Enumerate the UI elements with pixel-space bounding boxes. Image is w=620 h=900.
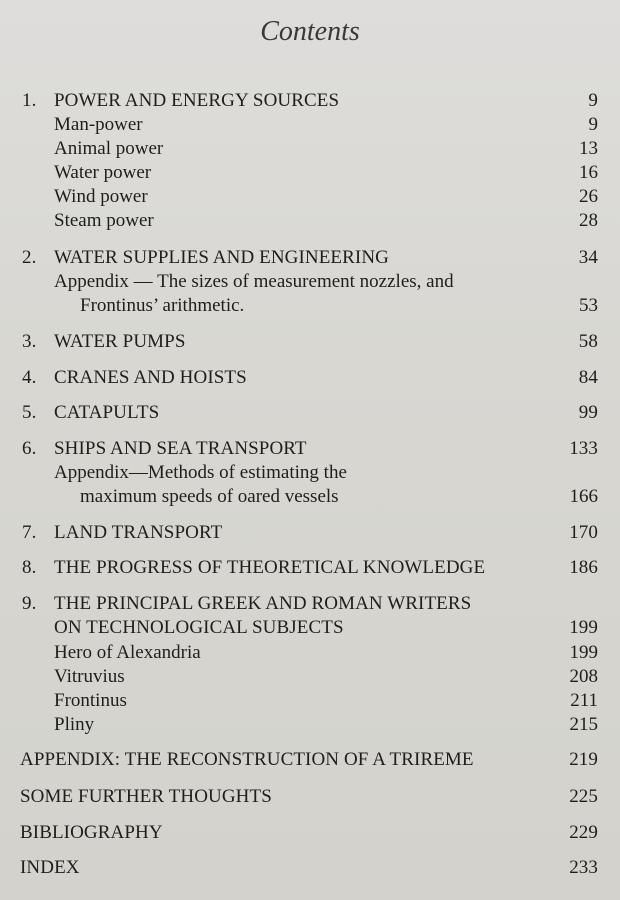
page-number: 53 xyxy=(579,295,598,316)
page-number: 99 xyxy=(578,402,598,423)
entry-title: INDEX xyxy=(20,857,80,878)
entry-title: WATER PUMPS xyxy=(54,331,186,352)
entry-title: Animal power xyxy=(54,138,164,159)
chapter-number: 5. xyxy=(22,402,37,423)
page-number: 58 xyxy=(578,331,598,352)
page-number: 215 xyxy=(569,714,598,735)
toc-entry[interactable] xyxy=(22,437,598,461)
entry-title: Appendix—Methods of estimating the xyxy=(54,462,347,483)
entry-title: SOME FURTHER THOUGHTS xyxy=(20,786,272,807)
page-number: 199 xyxy=(569,642,598,663)
page-number: 9 xyxy=(588,90,598,111)
chapter-number: 8. xyxy=(22,557,37,578)
toc-entry[interactable] xyxy=(22,592,598,616)
page-number: 133 xyxy=(569,438,598,459)
toc-subentry[interactable] xyxy=(54,713,598,737)
toc-subentry[interactable] xyxy=(54,689,598,713)
page-number: 229 xyxy=(569,822,598,843)
chapter-number: 6. xyxy=(22,438,37,459)
page-number: 219 xyxy=(569,749,598,770)
entry-title: POWER AND ENERGY SOURCES xyxy=(54,90,340,111)
entry-title: Frontinus’ arithmetic. xyxy=(80,295,245,316)
chapter-number: 2. xyxy=(22,247,37,268)
toc-subentry[interactable] xyxy=(54,665,598,689)
toc-entry[interactable] xyxy=(22,401,598,425)
entry-title: THE PROGRESS OF THEORETICAL KNOWLEDGE xyxy=(54,557,486,578)
entry-title: Wind power xyxy=(54,186,148,207)
page-number: 186 xyxy=(569,557,598,578)
entry-title: Man-power xyxy=(54,114,143,135)
chapter-number: 3. xyxy=(22,331,37,352)
page-number: 208 xyxy=(569,666,598,687)
toc-entry[interactable] xyxy=(22,246,598,270)
entry-title: Steam power xyxy=(54,210,154,231)
entry-title: THE PRINCIPAL GREEK AND ROMAN WRITERS xyxy=(54,593,472,614)
entry-title: BIBLIOGRAPHY xyxy=(20,822,163,843)
page-number: 28 xyxy=(579,210,598,231)
chapter-number: 7. xyxy=(22,522,37,543)
toc-subentry[interactable] xyxy=(54,161,598,185)
page-number: 9 xyxy=(588,114,598,135)
page-title: Contents xyxy=(260,16,360,47)
page-number: 199 xyxy=(569,617,598,638)
page-number: 34 xyxy=(578,247,598,268)
toc-subentry[interactable] xyxy=(54,461,598,485)
toc-entry[interactable] xyxy=(22,521,598,545)
page-number: 13 xyxy=(579,138,598,159)
entry-title: Hero of Alexandria xyxy=(54,642,201,663)
entry-title: SHIPS AND SEA TRANSPORT xyxy=(54,438,307,459)
chapter-number: 1. xyxy=(22,90,37,111)
toc-subentry[interactable] xyxy=(80,485,598,509)
toc-subentry[interactable] xyxy=(54,113,598,137)
entry-title: CRANES AND HOISTS xyxy=(54,367,247,388)
toc-entry[interactable] xyxy=(20,856,598,880)
entry-title: WATER SUPPLIES AND ENGINEERING xyxy=(54,247,389,268)
entry-title: Frontinus xyxy=(54,690,127,711)
entry-title: Water power xyxy=(54,162,152,183)
toc-subentry[interactable] xyxy=(54,270,598,294)
page-number: 233 xyxy=(569,857,598,878)
toc-entry[interactable] xyxy=(22,89,598,113)
toc-subentry[interactable] xyxy=(54,616,598,640)
page-number: 170 xyxy=(569,522,598,543)
toc-subentry[interactable] xyxy=(54,641,598,665)
entry-title: Vitruvius xyxy=(54,666,125,687)
entry-title: Appendix — The sizes of measurement nozzles, and xyxy=(54,271,454,292)
chapter-number: 9. xyxy=(22,593,37,614)
entry-title: Pliny xyxy=(54,714,95,735)
page-number: 225 xyxy=(569,786,598,807)
toc-entry[interactable] xyxy=(22,556,598,580)
entry-title: ON TECHNOLOGICAL SUBJECTS xyxy=(54,617,344,638)
entry-title: CATAPULTS xyxy=(54,402,160,423)
toc-entry[interactable] xyxy=(20,785,598,809)
toc-entry[interactable] xyxy=(22,366,598,390)
toc-entry[interactable] xyxy=(22,330,598,354)
page-number: 166 xyxy=(569,486,598,507)
page-number: 84 xyxy=(578,367,598,388)
entry-title: maximum speeds of oared vessels xyxy=(80,486,339,507)
toc-subentry[interactable] xyxy=(80,294,598,318)
toc-entry[interactable] xyxy=(20,821,598,845)
entry-title: LAND TRANSPORT xyxy=(54,522,223,543)
toc-subentry[interactable] xyxy=(54,185,598,209)
page-number: 26 xyxy=(579,186,598,207)
entry-title: APPENDIX: THE RECONSTRUCTION OF A TRIREME xyxy=(20,749,474,770)
page-number: 16 xyxy=(579,162,598,183)
chapter-number: 4. xyxy=(22,367,37,388)
toc-subentry[interactable] xyxy=(54,209,598,233)
page-number: 211 xyxy=(570,690,598,711)
toc-entry[interactable] xyxy=(20,748,598,772)
toc-subentry[interactable] xyxy=(54,137,598,161)
